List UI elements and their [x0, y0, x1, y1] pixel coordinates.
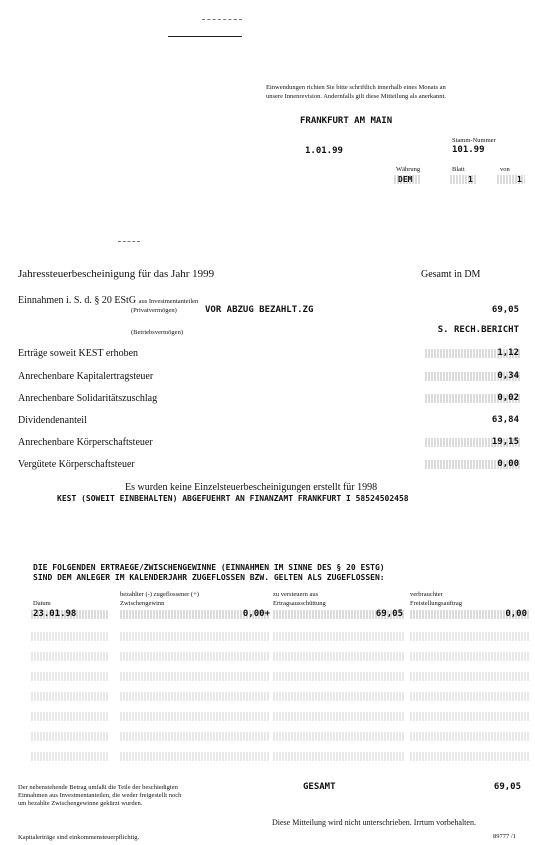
empty-row-cell — [410, 652, 530, 661]
empty-row-cell — [120, 712, 270, 721]
top-rule — [168, 36, 242, 37]
row1-zw: 0,00+ — [242, 609, 270, 619]
row-value-verguetete: 0,00 — [497, 459, 519, 469]
empty-row-cell — [31, 712, 109, 721]
col-zw-header-line1: bezahlter (-) zugeflossener (+) — [120, 591, 199, 598]
no-single-certificate-note: Es wurden keine Einzelsteuerbescheinigungen erstellt für 1998 — [125, 482, 378, 493]
business-assets-label: (Betriebsvermögen) — [131, 329, 183, 336]
form-number: 89777 /1 — [493, 833, 516, 840]
row-label-soli: Anrechenbare Solidaritätszuschlag — [18, 393, 158, 404]
city: FRANKFURT AM MAIN — [300, 116, 393, 126]
empty-row-cell — [120, 632, 270, 641]
empty-row-cell — [273, 652, 405, 661]
row1-ea: 69,05 — [375, 609, 403, 619]
earnings-heading-line1: DIE FOLGENDEN ERTRAEGE/ZWISCHENGEWINNE (EINNAHMEN IM SINNE DES § 20 ESTG) — [33, 563, 385, 572]
empty-row-cell — [120, 692, 270, 701]
row-label-koerperschaftsteuer: Anrechenbare Körperschaftsteuer — [18, 437, 153, 448]
col-ea-header-line2: Ertragsausschüttung — [273, 600, 326, 607]
empty-row-cell — [410, 712, 530, 721]
taxable-note: Kapitalerträge sind einkommensteuerpflichtig. — [18, 834, 140, 841]
private-assets-label: (Privatvermögen) — [131, 307, 177, 314]
address-mark — [118, 241, 140, 243]
empty-row-cell — [31, 692, 109, 701]
row-label-verguetete: Vergütete Körperschaftsteuer — [18, 459, 135, 470]
empty-row-cell — [120, 672, 270, 681]
total-value: 69,05 — [493, 782, 521, 792]
row1-fs: 0,00 — [505, 609, 527, 619]
col-fs-header-line1: verbrauchter — [410, 591, 443, 598]
von-value: 1 — [517, 175, 522, 184]
stamm-value: 101.99 — [452, 145, 485, 155]
empty-row-cell — [120, 652, 270, 661]
empty-row-cell — [410, 692, 530, 701]
row-value-kapitalertragsteuer: 0,34 — [497, 371, 519, 381]
empty-row-cell — [273, 632, 405, 641]
empty-row-cell — [273, 732, 405, 741]
income-label — [18, 295, 198, 306]
kest-transfer-line: KEST (SOWEIT EINBEHALTEN) ABGEFUEHRT AN FINANZAMT FRANKFURT I 58524502458 — [57, 494, 409, 503]
von-label: von — [500, 166, 510, 173]
waehrung-value: DEM — [398, 175, 413, 184]
empty-row-cell — [273, 712, 405, 721]
not-signed-note: Diese Mitteilung wird nicht unterschrieben. Irrtum vorbehalten. — [272, 818, 476, 827]
row-value-kest: 1,12 — [497, 348, 519, 358]
empty-row-cell — [31, 732, 109, 741]
empty-row-cell — [31, 672, 109, 681]
empty-row-cell — [273, 692, 405, 701]
empty-row-cell — [31, 652, 109, 661]
row-label-kest: Erträge soweit KEST erhoben — [18, 348, 139, 359]
footnote-line2: Einnahmen aus Investmentanteilen, die weder freigestellt noch — [18, 792, 182, 799]
empty-row-cell — [120, 752, 270, 761]
private-assets-value: 69,05 — [491, 305, 519, 315]
row-value-koerperschaftsteuer: 19,15 — [491, 437, 519, 447]
stamm-label: Stamm-Nummer — [452, 137, 496, 144]
objection-notice-line2: unsere Innenrevision. Andernfalls gilt diese Mitteilung als anerkannt. — [266, 93, 446, 100]
business-assets-value: S. RECH.BERICHT — [437, 325, 519, 335]
income-label-sub: aus Investmentanteilen — [138, 298, 199, 305]
empty-row-cell — [273, 672, 405, 681]
col-zw-header-line2: Zwischengewinn — [120, 600, 165, 607]
footnote-line1: Der nebenstehende Betrag umfaßt die Teile der beschiedigten — [18, 784, 178, 791]
earnings-heading-line2: SIND DEM ANLEGER IM KALENDERJAHR ZUGEFLOSSEN BZW. GELTEN ALS ZUGEFLOSSEN: — [33, 573, 385, 582]
income-label-main: Einnahmen i. S. d. § 20 EStG — [18, 295, 137, 306]
empty-row-cell — [410, 752, 530, 761]
top-rule-faint — [202, 19, 242, 21]
row1-date: 23.01.98 — [33, 609, 77, 619]
issue-date: 1.01.99 — [305, 146, 343, 156]
empty-row-cell — [410, 672, 530, 681]
col-ea-header-line1: zu versteuern aus — [273, 591, 319, 598]
waehrung-label: Währung — [396, 166, 421, 173]
col-date-header: Datum — [33, 600, 51, 607]
blatt-value: 1 — [468, 175, 473, 184]
row-label-kapitalertragsteuer: Anrechenbare Kapitalertragsteuer — [18, 371, 154, 382]
empty-row-cell — [31, 752, 109, 761]
empty-row-cell — [410, 732, 530, 741]
private-assets-note: VOR ABZUG BEZAHLT.ZG — [205, 305, 314, 315]
col-fs-header-line2: Freistellungsauftrag — [410, 600, 462, 607]
objection-notice-line1: Einwendungen richten Sie bitte schriftlich innerhalb eines Monats an — [266, 84, 446, 91]
total-label: GESAMT — [303, 782, 336, 792]
blatt-label: Blatt — [452, 166, 465, 173]
row-value-soli: 0,02 — [497, 393, 519, 403]
row-value-dividend: 63,84 — [491, 415, 519, 425]
row-label-dividend: Dividendenanteil — [18, 415, 87, 426]
total-in-dm-label: Gesamt in DM — [421, 269, 481, 280]
footnote-line3: um bezahlte Zwischengewinne gekürzt wurden. — [18, 800, 143, 807]
empty-row-cell — [120, 732, 270, 741]
empty-row-cell — [273, 752, 405, 761]
empty-row-cell — [410, 632, 530, 641]
certificate-title: Jahressteuerbescheinigung für das Jahr 1999 — [18, 268, 215, 280]
empty-row-cell — [31, 632, 109, 641]
